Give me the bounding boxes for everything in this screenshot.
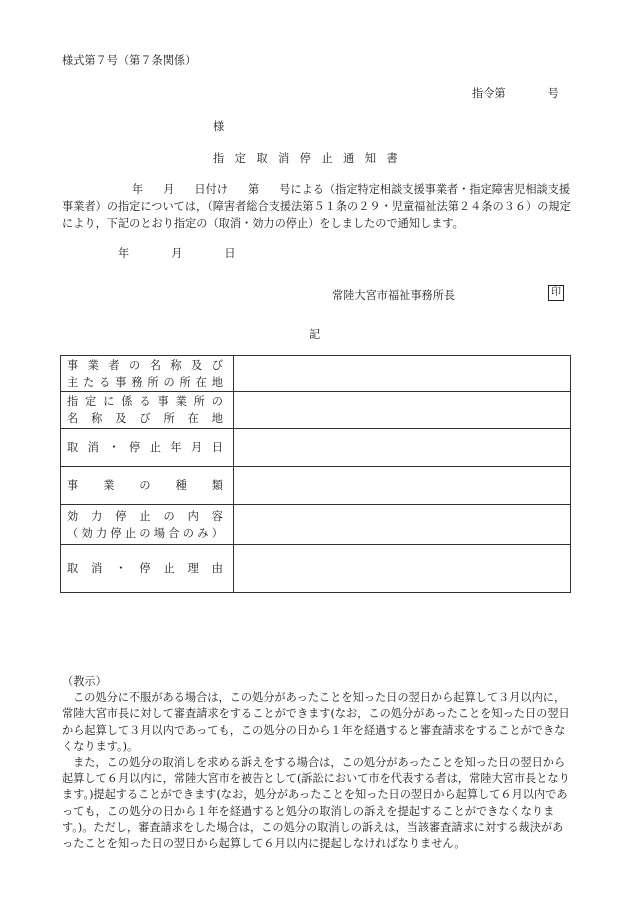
body-main-text: 号による（指定特定相談支援事業者・指定障害児相談支援事業者）の指定については，（障害者総合支援法第５１条の２９・児童福祉法第２４条の３６）の規定により，下記のとおり指定の（取消・効力の停止）をしましたので通知します。 xyxy=(62,183,571,230)
label-line: 主 た る 事 務 所 の 所 在 地 xyxy=(67,375,223,389)
row-value xyxy=(234,467,571,505)
document-title: 指定取消停止通知書 xyxy=(213,152,409,165)
label-line: （ 効 力 停 止 の 場 合 の み ） xyxy=(67,526,223,540)
row-label xyxy=(61,356,234,392)
row-value xyxy=(234,505,571,545)
label-line: 効 力 停 止 の 内 容 xyxy=(67,509,223,523)
row-label xyxy=(61,505,234,545)
row-label xyxy=(61,467,234,505)
issue-date xyxy=(118,245,236,261)
row-label xyxy=(61,545,234,593)
form-number: 様式第７号（第７条関係） xyxy=(62,54,197,67)
date-year: 年 xyxy=(118,247,130,260)
label-line: 取 消 ・ 停 止 年 月 日 xyxy=(67,441,223,454)
table-row xyxy=(61,392,571,429)
row-label xyxy=(61,392,234,429)
body-month: 月 xyxy=(163,183,175,196)
row-value xyxy=(234,392,571,429)
instruction-section xyxy=(62,674,572,852)
ki-heading: 記 xyxy=(309,328,321,341)
label-line: 指 定 に 係 る 事 業 所 の xyxy=(67,395,223,408)
reference-prefix: 指令第 xyxy=(472,87,506,100)
issuer-name: 常陸大宮市福祉事務所長 xyxy=(332,289,456,302)
row-label xyxy=(61,429,234,467)
instruction-paragraph: また，この処分の取消しを求める訴えをする場合は，この処分があったことを知った日の翌日から起算して６月以内に，常陸大宮市を被告として(訴訟において市を代表する者は，常陸大宮市長となります。)提起することができます(なお，処分があったことを知った日の翌日から起算して６月以内であっても，この処分の日から１年を経過すると処分の取消しの訴えを提起することができなくなります。)。ただし，審査請求をした場合は，この処分の取消しの訴えは，当該審査請求に対する裁決があったことを知った日の翌日から起算して６月以内に提起しなければなりません。 xyxy=(62,756,570,851)
date-day: 日 xyxy=(224,247,236,260)
row-value xyxy=(234,356,571,392)
instruction-paragraph: この処分に不服がある場合は，この処分があったことを知った日の翌日から起算して３月以内に，常陸大宮市長に対して審査請求をすることができます(なお，この処分があったことを知った日の翌日から起算して３月以内であっても，この処分の日から１年を経過すると審査請求をすることができなくなります。)。 xyxy=(62,691,570,753)
reference-number xyxy=(472,85,559,101)
body-day-dated: 日付け xyxy=(194,183,228,196)
label-line: 名 称 及 び 所 在 地 xyxy=(67,412,223,425)
table-row xyxy=(61,429,571,467)
reference-suffix: 号 xyxy=(547,87,559,100)
details-table xyxy=(60,355,571,593)
body-year: 年 xyxy=(132,183,144,196)
label-line: 取 消 ・ 停 止 理 由 xyxy=(67,562,223,575)
seal-mark: 印 xyxy=(548,285,564,301)
body-number-prefix: 第 xyxy=(247,183,260,196)
table-row xyxy=(61,545,571,593)
recipient-suffix: 様 xyxy=(213,120,225,133)
row-value xyxy=(234,545,571,593)
table-row xyxy=(61,505,571,545)
instruction-heading: （教示） xyxy=(62,675,107,688)
table-row xyxy=(61,356,571,392)
date-month: 月 xyxy=(171,247,183,260)
notification-body xyxy=(62,181,572,232)
label-line: 事 業 の 種 類 xyxy=(67,479,223,492)
label-line: 事 業 者 の 名 称 及 び xyxy=(67,358,223,372)
row-value xyxy=(234,429,571,467)
table-row xyxy=(61,467,571,505)
